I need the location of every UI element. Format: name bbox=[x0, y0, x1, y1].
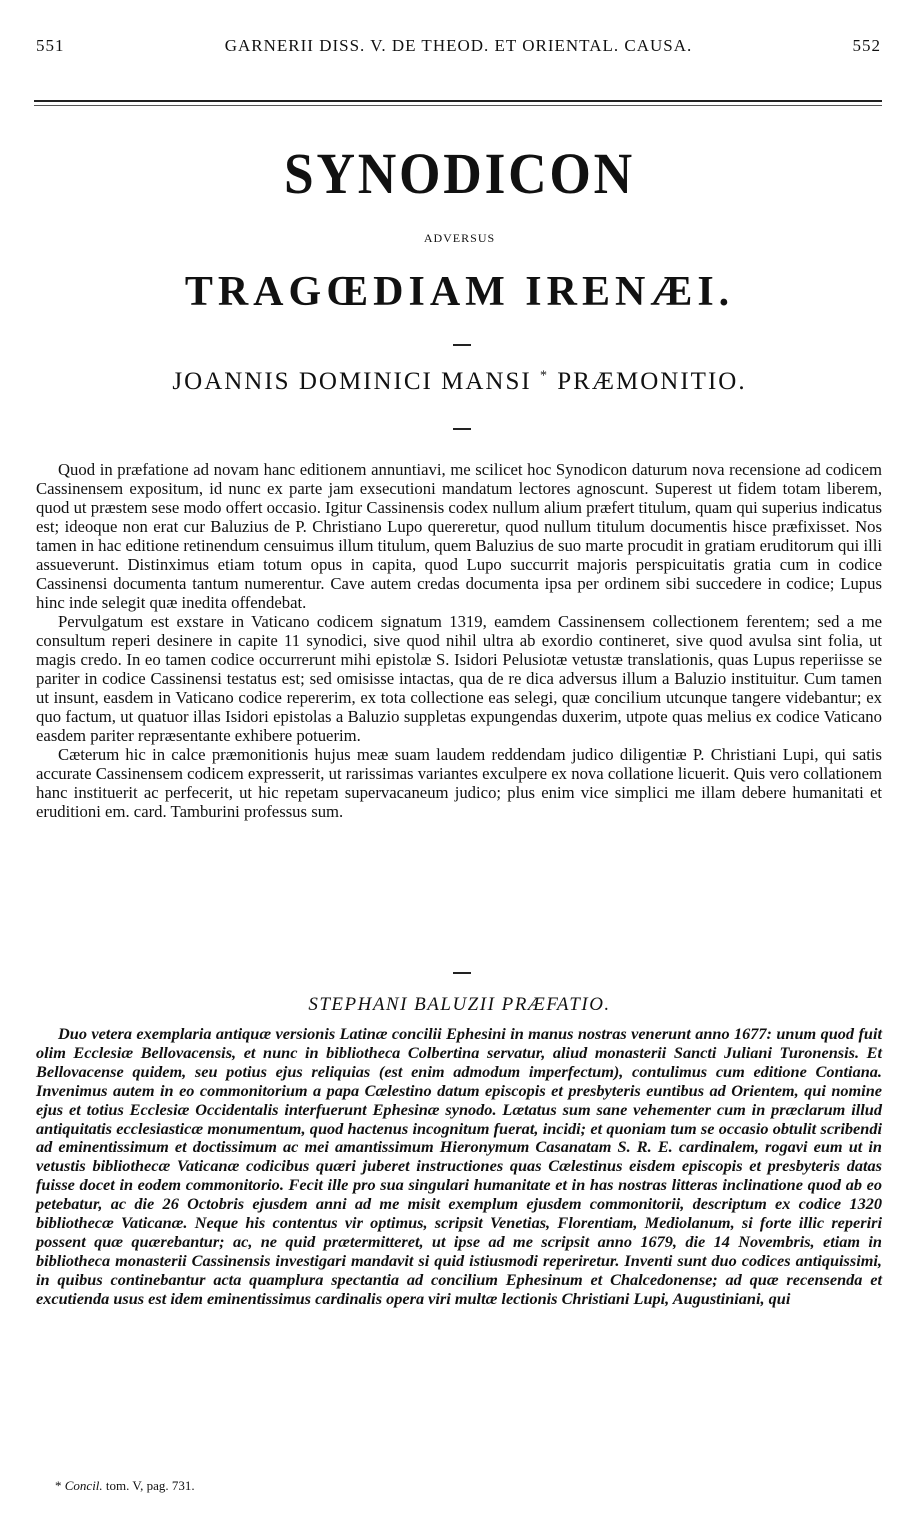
footnote bbox=[55, 1478, 195, 1494]
baluzii-heading: STEPHANI BALUZII PRÆFATIO. bbox=[308, 994, 611, 1015]
premonitio-heading bbox=[0, 368, 919, 396]
divider-dash bbox=[453, 344, 471, 346]
premonitio-word: PRÆMONITIO. bbox=[557, 368, 747, 395]
page-number-right: 552 bbox=[852, 36, 881, 55]
footnote-source: Concil. bbox=[64, 1478, 103, 1493]
premonitio-text bbox=[36, 460, 882, 821]
header-rule bbox=[34, 100, 882, 102]
paragraph: Cæterum hic in calce præmonitionis hujus meæ suam laudem reddendam judico diligentiæ P. Christiani Lupi, qui satis accurate Cassinensem codicem expresserit, ut rarissimas variantes exculpere ex nova collatione licuerit. Quis vero collationem hanc instituerit ac perfecerit, ut hic repetam supervacaneum judico; plus enim vice simplici me illam debere humanitati et eruditioni em. card. Tamburini professus sum. bbox=[36, 745, 882, 821]
paragraph: Duo vetera exemplaria antiquæ versionis Latinæ concilii Ephesini in manus nostras venerunt anno 1677: unum quod fuit olim Ecclesiæ Bellovacensis, et nunc in bibliotheca Colbertina servatur, aliud monasterii Sancti Juliani Turonensis. Et Bellovacense quidem, seu potius ejus reliquias (est enim admodum imperfectum), contulimus cum editione Contiana. Invenimus autem in eo commonitorium a papa Cælestino datum episcopis et presbyteris euntibus ad Orientem, qui nomine ejus et totius Ecclesiæ Occidentalis interfuerunt Ephesinæ synodo. Lætatus sum sane vehementer cum in præclarum illud antiquitatis ecclesiasticæ monumentum, quod hactenus incognitum fuerat, incidi; et quoniam tum se occasio obtulit scribendi ad eminentissimum et doctissimum ac mei amantissimum Hieronymum Casanatam S. R. E. cardinalem, rogavi eum ut in vetustis bibliothecæ Vaticanæ codicibus quæri juberet instructiones quas Cælestinus eisdem episcopis et presbyteris datas fuisse docet in eodem commonitorio. Fecit ille pro sua singulari humanitate et in has nostras litteras inclinatione quod ab eo petebatur, ac die 26 Octobris ejusdem anni ad me misit exemplum ejusdem commonitorii, descriptum ex codice 1320 bibliothecæ Vaticanæ. Neque his contentus vir optimus, scripsit Venetias, Florentiam, Mediolanum, si forte illic reperiri possent quæ quærebantur; ac, ne quid prætermitteret, ut ipse ad me scripsit anno 1679, die 14 Novembris, etiam in bibliotheca monasterii Cassinensis investigari mandavit si quid istiusmodi reperiretur. Inventi sunt duo codices antiquissimi, in quibus continebantur acta quamplura spectantia ad concilium Ephesinum et Chalcedonense; ad quæ recensenda et excutienda usus est idem eminentissimus cardinalis opera viri multæ lectionis Christiani Lupi, Augustiniani, qui bbox=[36, 1024, 882, 1308]
paragraph: Quod in præfatione ad novam hanc editionem annuntiavi, me scilicet hoc Synodicon daturum nova recensione ad codicem Cassinensem expositum, id nunc ex parte jam exsecutioni mandatum lectores agnoscunt. Superest ut fidem totam liberem, quod ut præstem sese modo offert occasio. Igitur Cassinensis codex nullum alium præfert titulum, quam qui superius indicatus est; ideoque non erat cur Baluzius de P. Christiano Lupo quereretur, quod nullum titulum documentis hisce præfixisset. Nos tamen in hac editione retinendum censuimus illum titulum, quem Baluzius de suo marte procudit in gratiam eruditorum qui illi assueverunt. Distinximus etiam totum opus in capita, quod Lupo succurrit majoris perspicuitatis gratia cum in codice Cassinensi documenta tantum numerentur. Cave autem credas documenta ipsa per ordinem sibi succedere in codice; Lupus hinc inde selegit quæ inedita offendebat. bbox=[36, 460, 882, 612]
main-title: SYNODICON bbox=[284, 141, 635, 206]
running-header bbox=[36, 36, 881, 60]
title-adversus: ADVERSUS bbox=[423, 231, 496, 245]
footnote-reference: tom. V, pag. 731. bbox=[105, 1478, 195, 1493]
baluzii-text bbox=[36, 1025, 882, 1309]
subtitle: TRAGŒDIAM IRENÆI. bbox=[184, 269, 735, 315]
page-number-left: 551 bbox=[36, 36, 65, 55]
header-rule-thin bbox=[34, 105, 882, 106]
divider-dash bbox=[453, 428, 471, 430]
running-title: GARNERII DISS. V. DE THEOD. ET ORIENTAL. CAUSA. bbox=[224, 36, 693, 55]
divider-dash bbox=[453, 972, 471, 974]
paragraph: Pervulgatum est exstare in Vaticano codicem signatum 1319, eamdem Cassinensem collectionem ferentem; sed a me consultum reperi desinere in capite 11 synodici, sive quod nihil ultra ab exordio contineret, sive quod avulsa sint folia, ut magis credo. In eo tamen codice occurrerunt mihi epistolæ S. Isidori Pelusiotæ vetustæ translationis, quas Lupus reperiisse se pariter in codice Cassinensi testatus est; sed omisisse intactas, qua de re dica adversus illum a Baluzio instituitur. Cum tamen ut insunt, easdem in Vaticano codice repererim, ex tota collectione eas selegi, quæ concilium utcunque tangere videbantur; ex quo factum, ut quatuor illas Isidori epistolas a Baluzio suppletas expungendas duxerim, utpote quas melius ex codice Vaticano easdem pariter repræsentante exhibere potuerim. bbox=[36, 612, 882, 745]
footnote-marker: * bbox=[539, 368, 549, 384]
premonitio-author: JOANNIS DOMINICI MANSI bbox=[172, 368, 532, 395]
footnote-mark: * bbox=[55, 1478, 62, 1493]
